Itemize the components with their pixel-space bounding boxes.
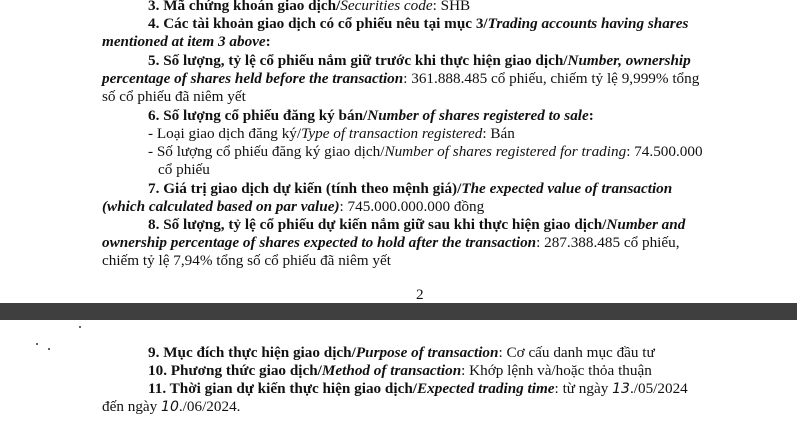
item-8-line-3: chiếm tỷ lệ 7,94% tổng số cổ phiếu đã niêm yết [102,252,391,269]
item-4-line-1: 4. Các tài khoản giao dịch có cổ phiếu nêu tại mục 3/Trading accounts having shares [148,15,689,32]
item-4-line-2: mentioned at item 3 above: [102,33,271,50]
item-9-purpose: 9. Mục đích thực hiện giao dịch/Purpose of transaction: Cơ cấu danh mục đầu tư [148,344,655,361]
item-7-line-1: 7. Giá trị giao dịch dự kiến (tính theo mệnh giá)/The expected value of transaction [148,180,673,197]
handwritten-start-day: 13 [612,381,630,397]
scan-speck [79,326,81,328]
item-11-trading-time: 11. Thời gian dự kiến thực hiện giao dịch/Expected trading time: từ ngày 13./05/2024 [148,380,688,397]
document-page-bottom [0,320,797,422]
item-5-line-1: 5. Số lượng, tỷ lệ cổ phiếu nắm giữ trước khi thực hiện giao dịch/Number, ownership [148,52,691,69]
item-6-shares-unit: cổ phiếu [158,161,210,178]
item-6-heading: 6. Số lượng cổ phiếu đăng ký bán/Number of shares registered to sale: [148,107,594,124]
item-5-line-2: percentage of shares held before the transaction: 361.888.485 cổ phiếu, chiếm tỷ lệ 9,999% tổng [102,70,700,87]
item-3-label-vn: Mã chứng khoán giao dịch/ [163,0,341,14]
item-6-transaction-type: - Loại giao dịch đăng ký/Type of transaction registered: Bán [148,125,515,142]
item-8-line-2: ownership percentage of shares expected to hold after the transaction: 287.388.485 cổ phiếu, [102,234,680,251]
item-3-value: : SHB [432,0,471,14]
page-number: 2 [416,286,424,303]
page-separator [0,303,797,320]
item-3-label-en: Securities code [340,0,433,14]
item-3-number: 3. [148,0,160,14]
scan-speck [36,343,38,345]
item-5-line-3: số cổ phiếu đã niêm yết [102,88,246,105]
item-11-end-date: đến ngày 10./06/2024. [102,398,241,415]
item-6-shares-registered: - Số lượng cổ phiếu đăng ký giao dịch/Number of shares registered for trading: 74.500.000 [148,143,703,160]
item-3-securities-code [148,0,470,15]
item-10-method: 10. Phương thức giao dịch/Method of transaction: Khớp lệnh và/hoặc thỏa thuận [148,362,652,379]
handwritten-end-day: 10 [161,399,179,415]
scan-speck [48,348,50,350]
item-8-line-1: 8. Số lượng, tỷ lệ cổ phiếu dự kiến nắm giữ sau khi thực hiện giao dịch/Number and [148,216,686,233]
item-7-line-2: (which calculated based on par value): 745.000.000.000 đồng [102,198,485,215]
